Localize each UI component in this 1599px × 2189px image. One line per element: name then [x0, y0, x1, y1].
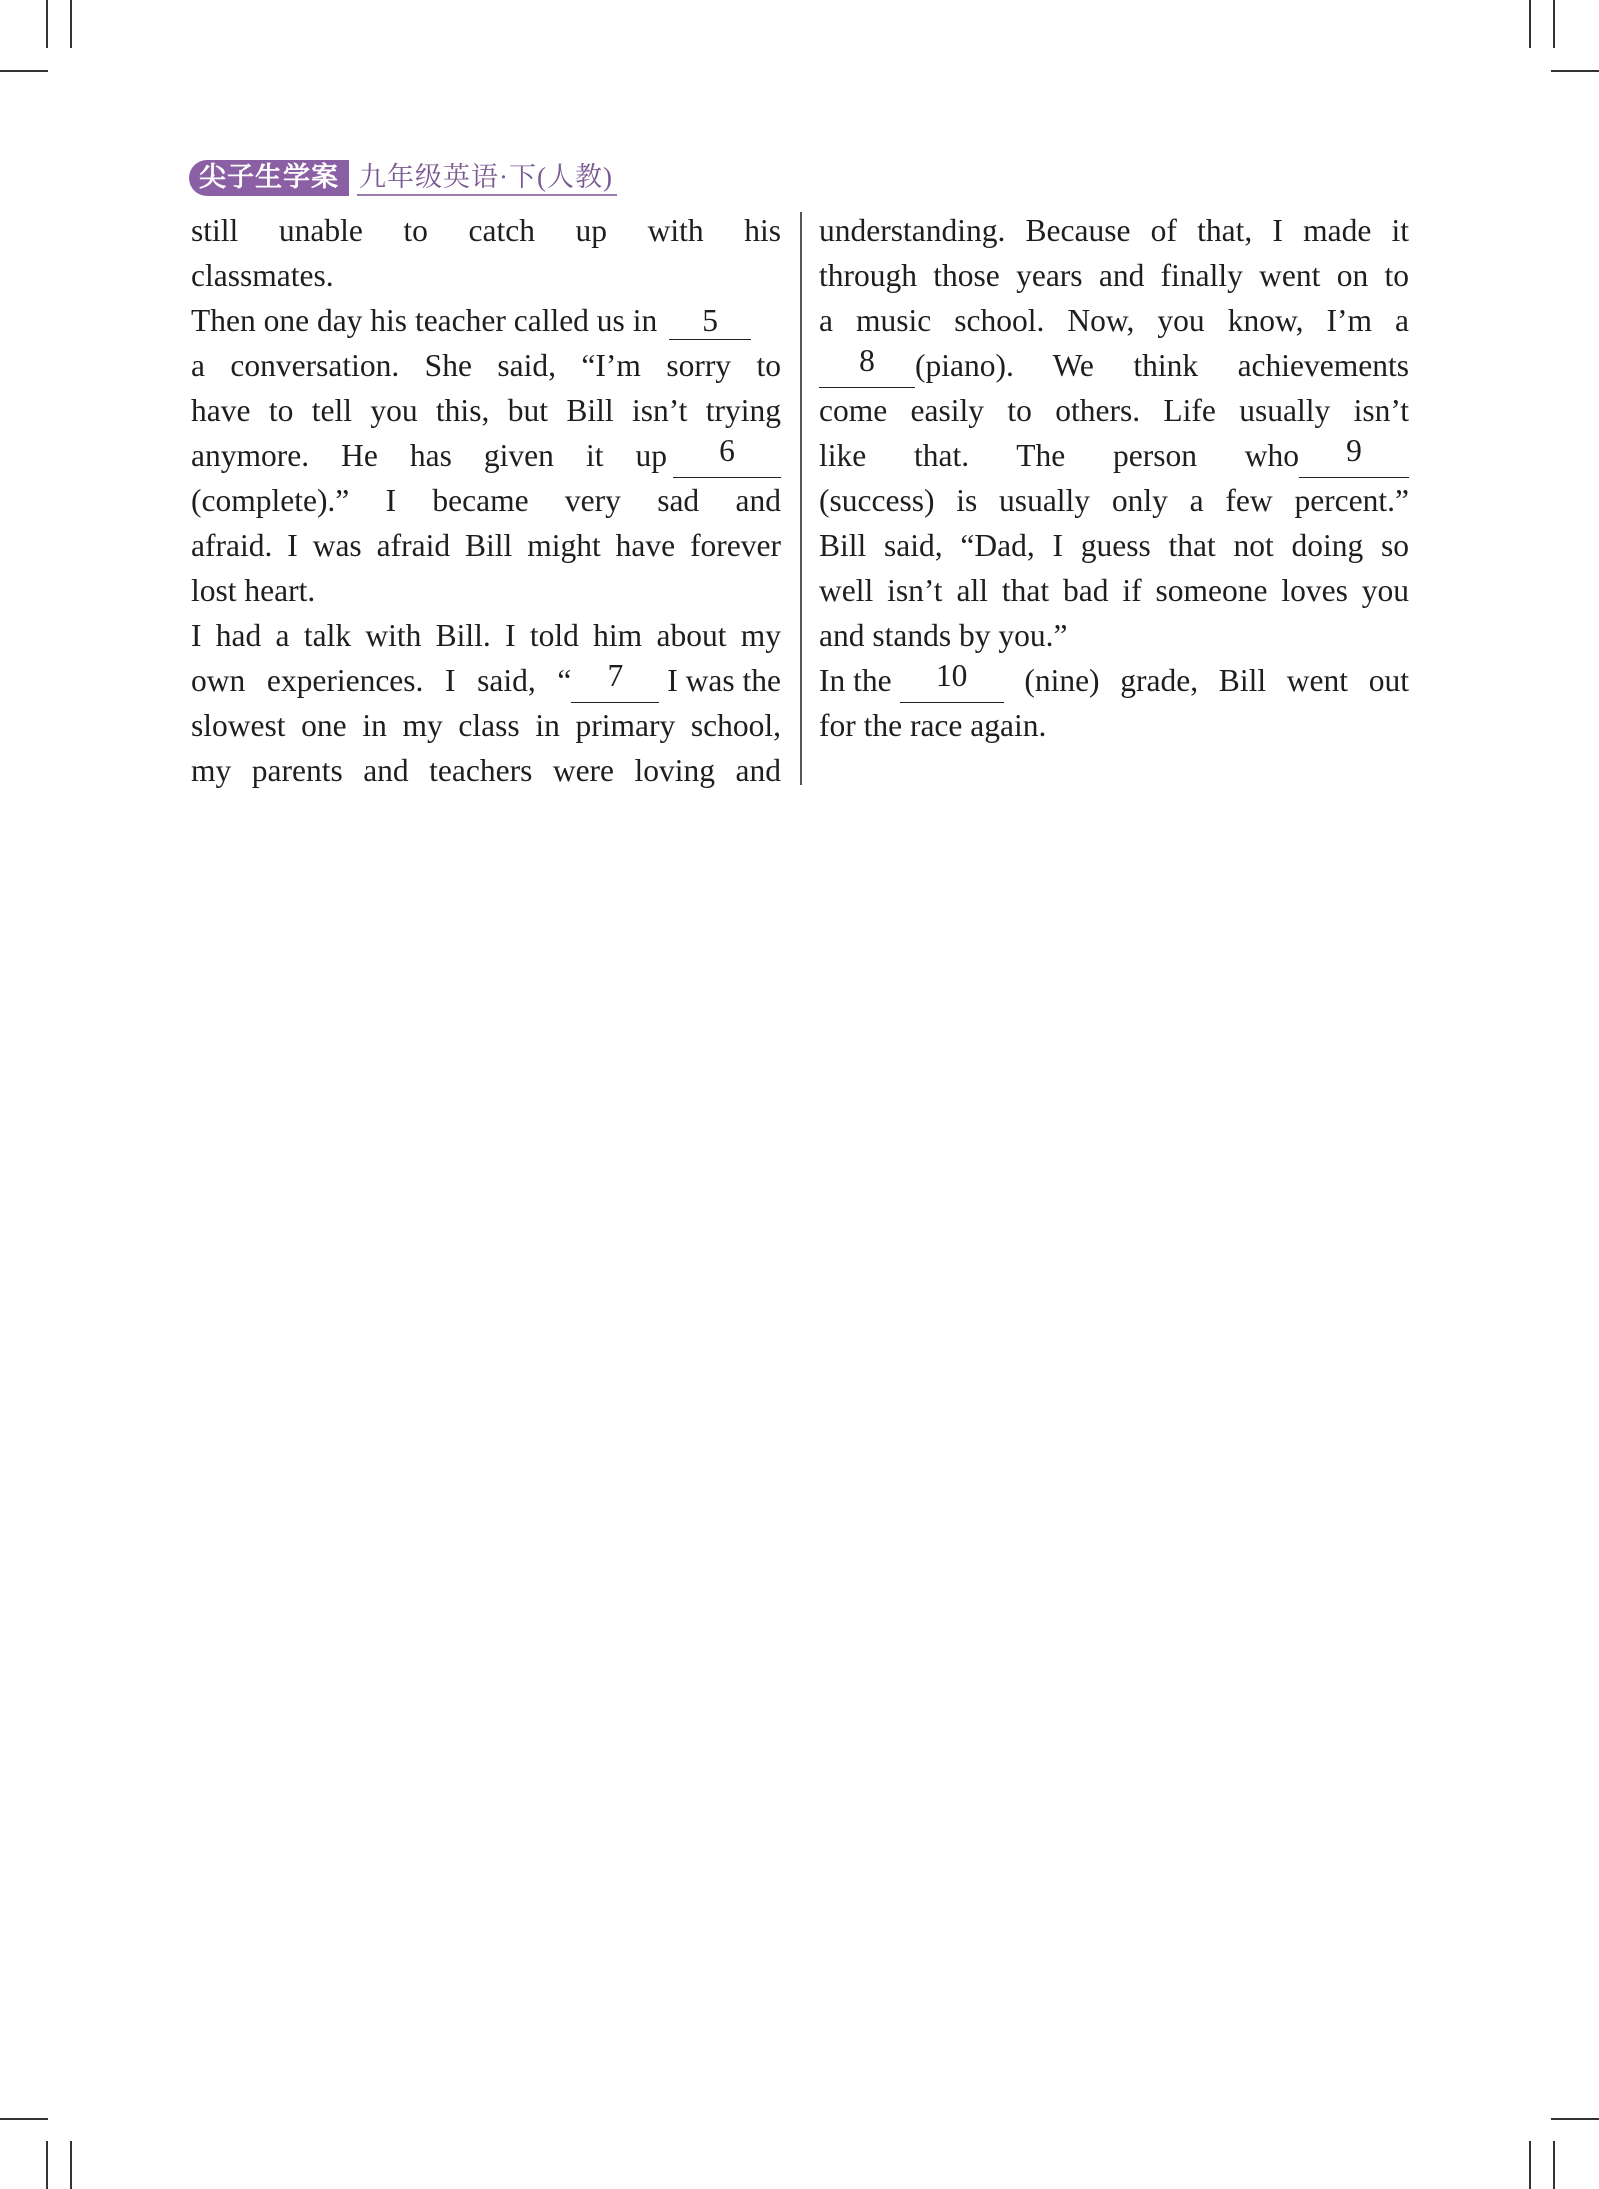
course-title: 九年级英语·下(人教) [357, 160, 617, 196]
text-segment: anymore. He has given it up [191, 438, 667, 473]
blank-5: 5 [669, 303, 751, 340]
text-line: still unable to catch up with his [191, 213, 781, 248]
crop-mark [0, 2118, 48, 2120]
text-segment: I was the [659, 663, 781, 698]
text-line: my parents and teachers were loving and [191, 753, 781, 788]
blank-8: 8 [819, 343, 915, 388]
text-line: afraid. I was afraid Bill might have forever [191, 528, 781, 563]
crop-mark [1551, 2118, 1599, 2120]
crop-mark [1553, 2141, 1555, 2189]
text-line: through those years and finally went on to [819, 258, 1409, 293]
text-line [819, 343, 1409, 388]
text-line: I had a talk with Bill. I told him about my [191, 618, 781, 653]
blank-6: 6 [673, 433, 781, 478]
text-line: for the race again. [819, 708, 1047, 743]
text-segment: Then one day his teacher called us in [191, 303, 658, 338]
text-line: well isn’t all that bad if someone loves you [819, 573, 1409, 608]
column-divider [800, 212, 802, 785]
right-column [819, 208, 1409, 748]
text-segment: own experiences. I said, “ [191, 663, 572, 698]
text-line [191, 658, 781, 703]
text-line: have to tell you this, but Bill isn’t trying [191, 393, 781, 428]
page-header [189, 160, 617, 196]
text-line: (success) is usually only a few percent.” [819, 483, 1409, 518]
text-line: Bill said, “Dad, I guess that not doing so [819, 528, 1409, 563]
text-segment: (nine) grade, Bill went out [1003, 663, 1409, 698]
text-line: come easily to others. Life usually isn’t [819, 393, 1409, 428]
text-segment: In the [819, 663, 892, 698]
text-line: slowest one in my class in primary school, [191, 708, 781, 743]
blank-9: 9 [1299, 433, 1409, 478]
text-line: a conversation. She said, “I’m sorry to [191, 348, 781, 383]
crop-mark [1529, 0, 1531, 48]
text-line: understanding. Because of that, I made it [819, 213, 1409, 248]
text-line [819, 658, 1409, 703]
crop-mark [46, 2141, 48, 2189]
crop-mark [70, 2141, 72, 2189]
text-line [191, 298, 781, 343]
crop-mark [46, 0, 48, 48]
text-segment: (piano). We think achievements [915, 348, 1409, 383]
text-line: and stands by you.” [819, 618, 1068, 653]
text-line: lost heart. [191, 573, 316, 608]
brand-badge: 尖子生学案 [189, 160, 349, 196]
blank-10: 10 [900, 658, 1004, 703]
text-segment: like that. The person who [819, 438, 1299, 473]
blank-7: 7 [571, 658, 659, 703]
crop-mark [70, 0, 72, 48]
text-line [191, 433, 781, 478]
crop-mark [1551, 70, 1599, 72]
left-column [191, 208, 781, 793]
crop-mark [1529, 2141, 1531, 2189]
text-line: a music school. Now, you know, I’m a [819, 303, 1409, 338]
text-line: (complete).” I became very sad and [191, 483, 781, 518]
text-line [819, 433, 1409, 478]
crop-mark [1553, 0, 1555, 48]
crop-mark [0, 70, 48, 72]
text-line: classmates. [191, 258, 334, 293]
